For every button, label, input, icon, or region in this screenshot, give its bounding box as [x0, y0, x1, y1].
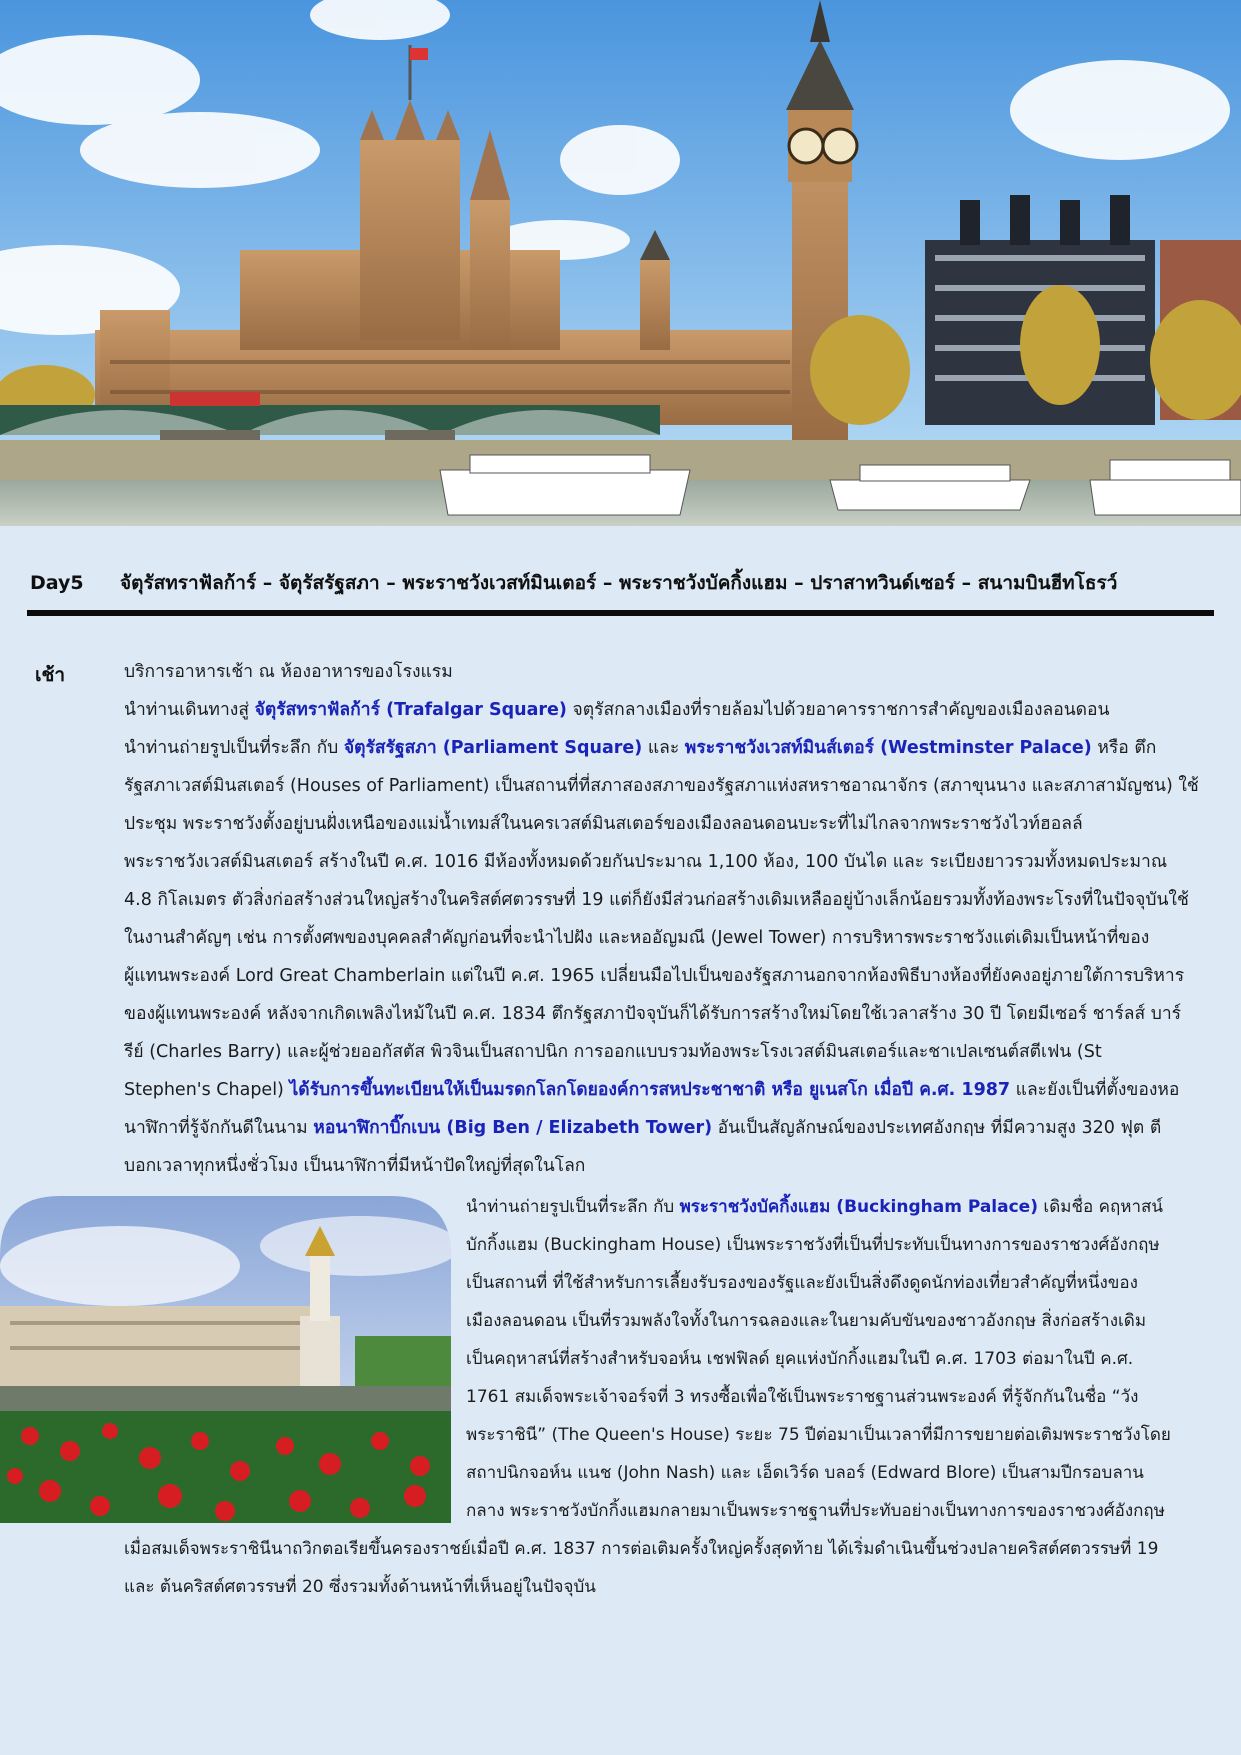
text-line: ผู้แทนพระองค์ Lord Great Chamberlain แต่ในปี ค.ศ. 1965 เปลี่ยนมือไปเป็นของรัฐสภานอกจากห้องพิธีบางห้องที่ยังคงอยู่ภายใต้การบริหาร: [124, 966, 1185, 986]
text-line: นาฬิกาที่รู้จักกันดีในนาม หอนาฬิกาบิ๊กเบน (Big Ben / Elizabeth Tower) อันเป็นสัญลักษณ์ของประเทศอังกฤษ ที่มีความสูง 320 ฟุต ตี: [124, 1118, 1162, 1138]
title-divider: [27, 610, 1214, 616]
text-line: ในงานสำคัญๆ เช่น การตั้งศพของบุคคลสำคัญก่อนที่จะนำไปฝัง และหออัญมณี (Jewel Tower) การบริหารพระราชวังแต่เดิมเป็นหน้าที่ของ: [124, 928, 1150, 948]
westminster-paragraph: [124, 653, 1210, 1185]
text-line: เมืองลอนดอน เป็นที่รวมพลังใจทั้งในการฉลองและในยามคับขันของชาวอังกฤษ สิ่งก่อสร้างเดิม: [466, 1311, 1147, 1331]
text-line: นำท่านถ่ายรูปเป็นที่ระลึก กับ จัตุรัสรัฐสภา (Parliament Square) และ พระราชวังเวสท์มินส์เตอร์ (Westminster Palace) หรือ ตึก: [124, 738, 1157, 758]
meal-label-breakfast: เช้า: [35, 664, 66, 686]
westminster-palace-highlight: พระราชวังเวสท์มินส์เตอร์ (Westminster Palace): [684, 738, 1092, 758]
text-line: บอกเวลาทุกหนึ่งชั่วโมง เป็นนาฬิกาที่มีหน้าปัดใหญ่ที่สุดในโลก: [124, 1156, 586, 1176]
text-line: 1761 สมเด็จพระเจ้าจอร์จที่ 3 ทรงซื้อเพื่อใช้เป็นพระราชฐานส่วนพระองค์ ที่รู้จักกันในชื่อ “วัง: [466, 1387, 1139, 1407]
big-ben-highlight: หอนาฬิกาบิ๊กเบน (Big Ben / Elizabeth Tower): [313, 1118, 713, 1138]
parliament-square-highlight: จัตุรัสรัฐสภา (Parliament Square): [343, 738, 643, 758]
buckingham-highlight: พระราชวังบัคกิ้งแฮม (Buckingham Palace): [679, 1197, 1038, 1217]
text-line: นำท่านถ่ายรูปเป็นที่ระลึก กับ พระราชวังบัคกิ้งแฮม (Buckingham Palace) เดิมชื่อ คฤหาสน์: [466, 1197, 1164, 1217]
day-number: Day5: [30, 572, 84, 594]
text-line: Stephen's Chapel) ได้รับการขึ้นทะเบียนให้เป็นมรดกโลกโดยองค์การสหประชาชาติ หรือ ยูเนสโก เมื่อปี ค.ศ. 1987 และยังเป็นที่ตั้งของหอ: [124, 1080, 1180, 1100]
text-line: เป็นคฤหาสน์ที่สร้างสำหรับจอห์น เชฟฟิลด์ ยุคแห่งบักกิ้งแฮมในปี ค.ศ. 1703 ต่อมาในปี ค.ศ.: [466, 1349, 1134, 1369]
buckingham-paragraph-tail: [124, 1530, 1210, 1606]
text-line: นำท่านเดินทางสู่ จัตุรัสทราฟัลก้าร์ (Trafalgar Square) จตุรัสกลางเมืองที่รายล้อมไปด้วยอาคารราชการสำคัญของเมืองลอนดอน: [124, 700, 1110, 720]
text-line: พระราชินี” (The Queen's House) ระยะ 75 ปีต่อมาเป็นเวลาที่มีการขยายต่อเติมพระราชวังโดย: [466, 1425, 1171, 1445]
buckingham-palace-photo: [0, 1196, 451, 1523]
text-line: เมื่อสมเด็จพระราชินีนาถวิกตอเรียขึ้นครองราชย์เมื่อปี ค.ศ. 1837 การต่อเติมครั้งใหญ่ครั้งสุดท้าย ได้เริ่มดำเนินขึ้นช่วงปลายคริสต์ศตวรรษที่ 19: [124, 1539, 1159, 1559]
text-line: พระราชวังเวสต์มินสเตอร์ สร้างในปี ค.ศ. 1016 มีห้องทั้งหมดด้วยกันประมาณ 1,100 ห้อง, 100 บันได และ ระเบียงยาวรวมทั้งหมดประมาณ: [124, 852, 1168, 872]
text-line: สถาปนิกจอห์น แนช (John Nash) และ เอ็ดเวิร์ด บลอร์ (Edward Blore) เป็นสามปีกรอบลาน: [466, 1463, 1144, 1483]
day-title: [30, 568, 1220, 598]
day-route: จัตุรัสทราฟัลก้าร์ – จัตุรัสรัฐสภา – พระราชวังเวสท์มินเตอร์ – พระราชวังบัคกิ้งแฮม – ปราสาทวินด์เซอร์ – สนามบินฮีทโธรว์: [120, 572, 1118, 594]
text-line: และ ต้นคริสต์ศตวรรษที่ 20 ซึ่งรวมทั้งด้านหน้าที่เห็นอยู่ในปัจจุบัน: [124, 1577, 596, 1597]
text-line: กลาง พระราชวังบักกิ้งแฮมกลายมาเป็นพระราชฐานที่ประทับอย่างเป็นทางการของราชวงศ์อังกฤษ: [466, 1501, 1165, 1521]
text-line: เป็นสถานที่ ที่ใช้สำหรับการเลี้ยงรับรองของรัฐและยังเป็นสิ่งดึงดูดนักท่องเที่ยวสำคัญที่หนึ่งของ: [466, 1273, 1138, 1293]
text-line: ประชุม พระราชวังตั้งอยู่บนฝั่งเหนือของแม่น้ำเทมส์ในนครเวสต์มินสเตอร์ของเมืองลอนดอนบะระที่ไม่ไกลจากพระราชวังไวท์ฮอลล์: [124, 814, 1083, 834]
text-line: รีย์ (Charles Barry) และผู้ช่วยออกัสตัส พิวจินเป็นสถาปนิก การออกแบบรวมท้องพระโรงเวสต์มินสเตอร์และชาเปลเซนต์สตีเฟน (St: [124, 1042, 1102, 1062]
text-line: รัฐสภาเวสต์มินสเตอร์ (Houses of Parliament) เป็นสถานที่ที่สภาสองสภาของรัฐสภาแห่งสหราชอาณาจักร (สภาขุนนาง และสภาสามัญชน) ใช้: [124, 776, 1199, 796]
text-line: 4.8 กิโลเมตร ตัวสิ่งก่อสร้างส่วนใหญ่สร้างในคริสต์ศตวรรษที่ 19 แต่ก็ยังมีส่วนก่อสร้างเดิมเหลืออยู่บ้างเล็กน้อยรวมทั้งท้องพระโรงที่ในปัจจุบันใช้: [124, 890, 1189, 910]
meal-text: บริการอาหารเช้า ณ ห้องอาหารของโรงแรม: [124, 662, 453, 682]
trafalgar-highlight: จัตุรัสทราฟัลก้าร์ (Trafalgar Square): [254, 700, 567, 720]
text-line: บักกิ้งแฮม (Buckingham House) เป็นพระราชวังที่เป็นที่ประทับเป็นทางการของราชวงศ์อังกฤษ: [466, 1235, 1160, 1255]
hero-photo-westminster: [0, 0, 1241, 526]
buckingham-paragraph: [466, 1188, 1212, 1530]
text-line: ของผู้แทนพระองค์ หลังจากเกิดเพลิงไหม้ในปี ค.ศ. 1834 ตึกรัฐสภาปัจจุบันก็ได้รับการสร้างใหม่โดยใช้เวลาสร้าง 30 ปี โดยมีเซอร์ ชาร์ลส์ บาร์: [124, 1004, 1182, 1024]
unesco-highlight: ได้รับการขึ้นทะเบียนให้เป็นมรดกโลกโดยองค์การสหประชาชาติ หรือ ยูเนสโก เมื่อปี ค.ศ. 1987: [289, 1080, 1011, 1100]
